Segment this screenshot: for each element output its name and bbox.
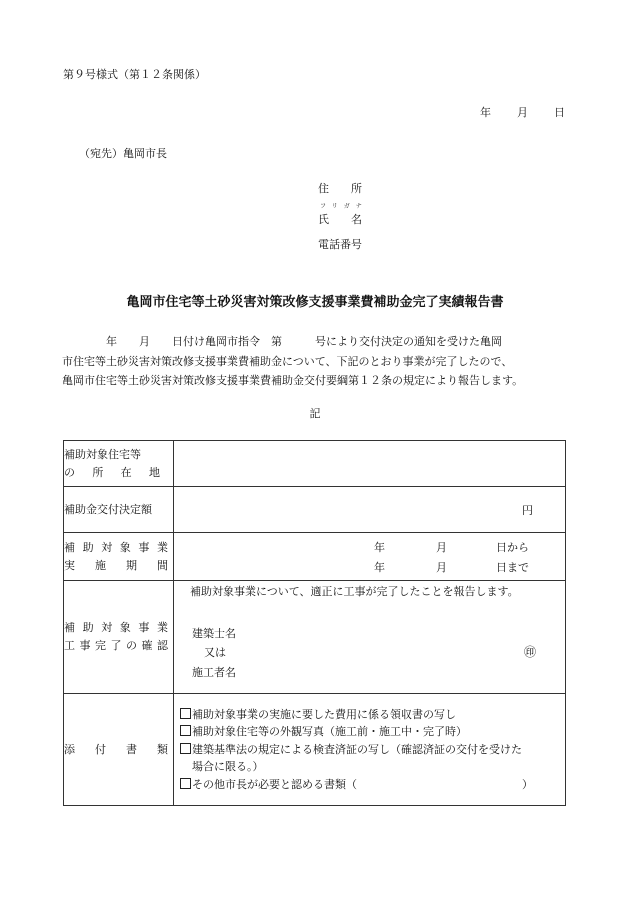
furigana-label: フリガナ — [320, 203, 368, 210]
or-label: 又は — [204, 646, 226, 659]
completion-label-line1 — [64, 619, 168, 637]
label-char: 象 — [119, 540, 131, 554]
label-char: 実 — [64, 558, 75, 572]
label-char: 事 — [138, 540, 150, 554]
label-char: 了 — [110, 639, 122, 652]
attachment-item[interactable] — [174, 741, 565, 759]
label-char: 付 — [95, 742, 106, 756]
builder-label: 施工者名 — [192, 666, 236, 679]
document-title: 亀岡市住宅等土砂災害対策改修支援事業費補助金完了実績報告書 — [126, 295, 504, 310]
seal-icon: ㊞ — [524, 645, 537, 659]
date-day: 日 — [554, 106, 565, 119]
date-year: 年 — [480, 106, 491, 119]
attachment-text: その他市長が必要と認める書類（ ） — [192, 777, 533, 791]
label-char: 対 — [101, 540, 113, 554]
label-char: 工 — [64, 639, 75, 652]
attachments-label-line — [64, 741, 168, 759]
label-char: 期 — [126, 558, 137, 572]
amount-label: 補助金交付決定額 — [64, 487, 174, 533]
attachment-text: 補助対象住宅等の外観写真（施工前・施工中・完了時） — [192, 725, 467, 739]
attachment-item[interactable] — [174, 776, 565, 794]
sender-name-label: 氏 名 — [318, 213, 362, 226]
label-char: 完 — [95, 639, 106, 652]
location-label-line1: 補助対象住宅等 — [64, 447, 141, 461]
label-char: 書 — [126, 742, 137, 756]
attachment-text: 場合に限る。） — [192, 760, 264, 774]
completion-statement: 補助対象事業について、適正に工事が完了したことを報告します。 — [190, 585, 519, 598]
label-char: 所 — [92, 465, 104, 479]
yen-unit: 円 — [522, 503, 533, 517]
label-char: 補 — [64, 621, 75, 634]
period-label — [64, 533, 174, 581]
location-label — [64, 441, 174, 487]
architect-label: 建築士名 — [192, 627, 236, 640]
body-line-1: 年 月 日付け亀岡市指令 第 号により交付決定の通知を受けた亀岡 — [62, 335, 502, 348]
label-char: 事 — [138, 621, 150, 634]
completion-value[interactable] — [174, 581, 566, 694]
label-char: 在 — [120, 465, 132, 479]
report-body — [62, 332, 572, 391]
end-month: 月 — [436, 560, 447, 574]
label-char: 認 — [157, 639, 168, 652]
period-label-line1 — [64, 539, 168, 557]
sender-phone-label: 電話番号 — [318, 238, 362, 251]
label-char: 業 — [156, 540, 168, 554]
label-char: 業 — [156, 621, 168, 634]
body-line-3: 亀岡市住宅等土砂災害対策改修支援事業費補助金交付要綱第１２条の規定により報告します。 — [62, 374, 524, 387]
table-row-completion — [64, 581, 566, 694]
start-year: 年 — [374, 540, 385, 554]
attachment-item[interactable] — [174, 723, 565, 741]
form-number: 第９号様式（第１２条関係） — [63, 68, 206, 81]
label-char: 事 — [79, 639, 91, 652]
attachments-value — [174, 694, 566, 806]
period-value[interactable] — [174, 533, 566, 581]
checkbox-icon[interactable] — [180, 708, 191, 719]
date-month: 月 — [517, 106, 528, 119]
attachments-label — [64, 694, 174, 806]
start-month: 月 — [436, 540, 447, 554]
location-value[interactable] — [174, 441, 566, 487]
label-char: 添 — [64, 742, 75, 756]
label-char: 確 — [141, 639, 153, 652]
label-char: 間 — [157, 558, 168, 572]
label-char: 施 — [95, 558, 106, 572]
label-char: 助 — [82, 621, 94, 634]
start-day-from: 日から — [496, 540, 529, 554]
label-char: の — [64, 465, 75, 479]
end-year: 年 — [374, 560, 385, 574]
attachment-item-continuation — [174, 758, 565, 776]
checkbox-icon[interactable] — [180, 743, 191, 754]
checkbox-icon[interactable] — [180, 725, 191, 736]
label-char: 助 — [82, 540, 94, 554]
attachment-item[interactable] — [174, 706, 565, 724]
completion-label — [64, 581, 174, 694]
label-char: 類 — [157, 742, 168, 756]
completion-label-line2 — [64, 637, 168, 655]
table-row-amount — [64, 487, 566, 533]
label-char: 補 — [64, 540, 75, 554]
location-label-line2 — [64, 464, 160, 482]
sender-address-label: 住 所 — [318, 182, 362, 195]
attachment-text: 建築基準法の規定による検査済証の写し（確認済証の交付を受けた — [192, 742, 522, 756]
label-char: 象 — [119, 621, 131, 634]
label-char: の — [126, 639, 137, 652]
label-char: 対 — [101, 621, 113, 634]
label-char: 地 — [148, 465, 160, 479]
table-row-location — [64, 441, 566, 487]
table-row-period — [64, 533, 566, 581]
table-row-attachments — [64, 694, 566, 806]
attachment-text: 補助対象事業の実施に要した費用に係る領収書の写し — [192, 707, 456, 721]
amount-value[interactable] — [174, 487, 566, 533]
report-table — [63, 440, 566, 806]
date-line — [480, 104, 565, 120]
ki-heading: 記 — [309, 407, 321, 420]
end-day-to: 日まで — [496, 560, 529, 574]
body-line-2: 市住宅等土砂災害対策改修支援事業費補助金について、下記のとおり事業が完了したので、 — [62, 354, 513, 368]
addressee: （宛先）亀岡市長 — [79, 147, 167, 160]
period-label-line2 — [64, 557, 168, 575]
checkbox-icon[interactable] — [180, 778, 191, 789]
